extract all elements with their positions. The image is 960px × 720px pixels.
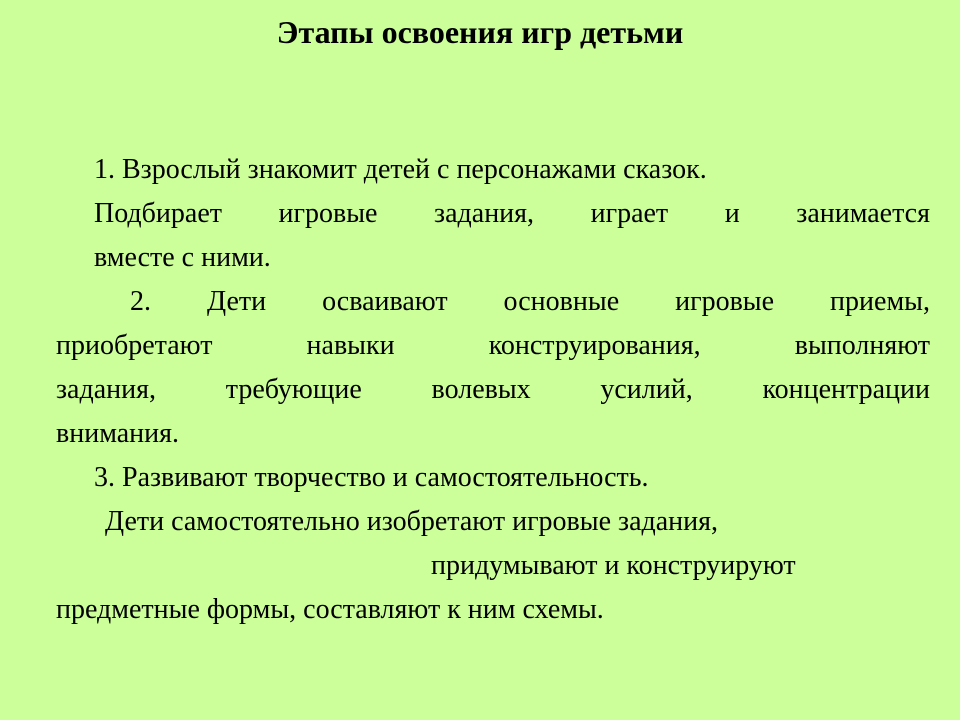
stage-2-line-2: приобретают навыки конструирования, выполняют	[56, 330, 930, 361]
slide-body	[56, 148, 930, 632]
stage-1-paragraph	[56, 148, 930, 280]
independent-work-line-1: Дети самостоятельно изобретают игровые задания,	[105, 506, 719, 537]
stage-2-paragraph	[56, 280, 930, 456]
stage-1-line-2: Подбирает игровые задания, играет и занимается	[94, 198, 930, 229]
stage-3-line-1: 3. Развивают творчество и самостоятельность.	[94, 462, 649, 493]
stage-2-line-1: 2. Дети осваивают основные игровые приемы,	[130, 286, 930, 317]
stage-1-line-3: вместе с ними.	[94, 242, 271, 273]
stage-2-line-3: задания, требующие волевых усилий, концентрации	[56, 374, 930, 405]
slide-title: Этапы освоения игр детьми	[276, 14, 684, 50]
independent-work-paragraph	[56, 500, 930, 632]
independent-work-line-3: предметные формы, составляют к ним схемы.	[56, 594, 604, 625]
stage-1-line-1: 1. Взрослый знакомит детей с персонажами сказок.	[94, 154, 707, 185]
independent-work-line-2: придумывают и конструируют	[431, 550, 796, 581]
stage-2-line-4: внимания.	[56, 418, 179, 449]
stage-3-paragraph	[56, 456, 930, 500]
